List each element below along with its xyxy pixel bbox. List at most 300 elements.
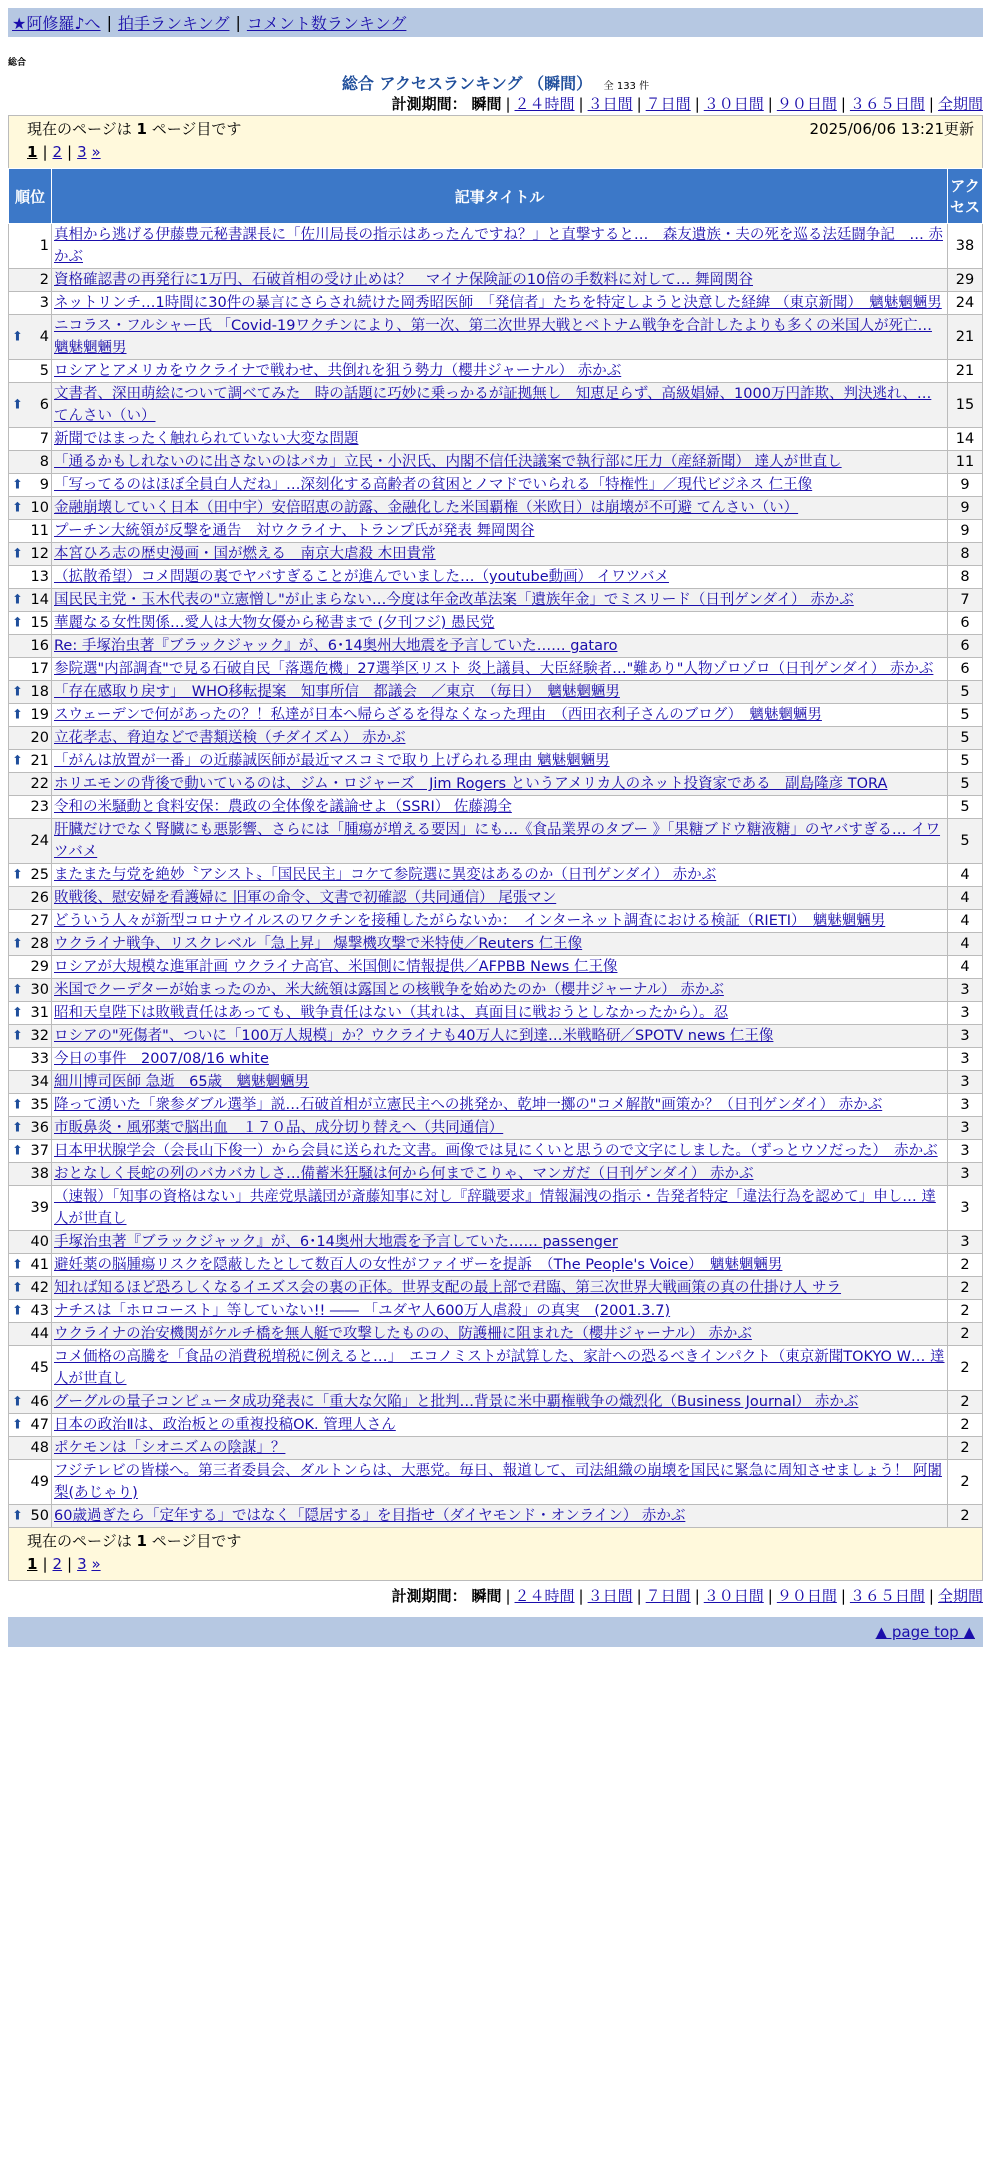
total-count: 全 133 件: [603, 81, 650, 92]
article-link[interactable]: スウェーデンで何があったの？！私達が日本へ帰らざるを得なくなった理由 （西田衣利子さんのブログ） 魑魅魍魎男: [54, 707, 822, 723]
rank-number: 22: [30, 776, 49, 792]
article-link[interactable]: 日本甲状腺学会（会長山下俊一）から会員に送られた文書。画像では見にくいと思うので文字にしました。（ずっとウソだった） 赤かぶ: [54, 1143, 938, 1159]
period-option[interactable]: ２４時間: [514, 1587, 575, 1605]
table-row: [9, 566, 983, 589]
period-label: 計測期間：: [391, 1587, 467, 1605]
title-cell: [52, 1346, 948, 1391]
period-separator: |: [636, 1587, 642, 1605]
rank-up-arrow-icon: ⬆: [12, 684, 23, 700]
title-cell: [52, 520, 948, 543]
rank-up-arrow-icon: ⬆: [12, 1394, 23, 1410]
table-row: [9, 1505, 983, 1528]
article-link[interactable]: 細川博司医師 急逝 65歳 魑魅魍魎男: [54, 1074, 310, 1090]
rank-cell: [9, 474, 52, 497]
rank-cell: [9, 589, 52, 612]
article-link[interactable]: 60歳過ぎたら「定年する」ではなく「隠居する」を目指せ（ダイヤモンド・オンライン） 赤かぶ: [54, 1508, 686, 1524]
rank-number: 29: [30, 959, 49, 975]
rank-cell: [9, 315, 52, 360]
article-link[interactable]: 「がんは放置が一番」の近藤誠医師が最近マスコミで取り上げられる理由 魑魅魍魎男: [54, 753, 610, 769]
rank-cell: [9, 1186, 52, 1231]
rank-up-arrow-icon: ⬆: [12, 936, 23, 952]
rank-number: 2: [39, 272, 49, 288]
title-cell: [52, 269, 948, 292]
rank-number: 34: [30, 1074, 49, 1090]
rank-cell: [9, 1505, 52, 1528]
rank-up-arrow-icon: ⬆: [12, 546, 23, 562]
rank-number: 14: [30, 592, 49, 608]
rank-up-arrow-icon: ⬆: [12, 1257, 23, 1273]
article-link[interactable]: 文書者、深田萌絵について調べてみた 時の話題に巧妙に乗っかるが証拠無し 知恵足らず、高級娼婦、1000万円詐欺、判決逃れ、… てんさい（い）: [54, 386, 932, 424]
access-count: 38: [948, 224, 983, 269]
title-cell: [52, 474, 948, 497]
current-page-text: 現在のページは 1 ページ目です: [27, 120, 242, 138]
rank-cell: [9, 773, 52, 796]
rank-cell: [9, 956, 52, 979]
rank-number: 21: [30, 753, 49, 769]
rank-number: 25: [30, 867, 49, 883]
rank-number: 39: [30, 1200, 49, 1216]
rank-number: 10: [30, 500, 49, 516]
access-count: 3: [948, 1231, 983, 1254]
article-link[interactable]: 日本の政治Ⅱは、政治板との重複投稿OK. 管理人さん: [54, 1417, 396, 1433]
page-separator: |: [67, 1555, 73, 1573]
table-row: [9, 681, 983, 704]
table-row: [9, 1414, 983, 1437]
period-option[interactable]: ３日間: [587, 95, 633, 113]
access-count: 3: [948, 1094, 983, 1117]
rank-cell: [9, 566, 52, 589]
access-count: 6: [948, 612, 983, 635]
rank-cell: [9, 543, 52, 566]
access-count: 3: [948, 1025, 983, 1048]
access-count: 4: [948, 887, 983, 910]
rank-number: 26: [30, 890, 49, 906]
article-link[interactable]: 立花孝志、脅迫などで書類送検（チダイズム） 赤かぶ: [54, 730, 406, 746]
article-link[interactable]: ニコラス・フルシャー氏 「Covid-19ワクチンにより、第一次、第二次世界大戦とベトナム戦争を合計したよりも多くの米国人が死亡… 魑魅魍魎男: [54, 318, 932, 356]
table-row: [9, 543, 983, 566]
access-count: 5: [948, 750, 983, 773]
title-cell: [52, 292, 948, 315]
title-cell: [52, 750, 948, 773]
article-link[interactable]: 金融崩壊していく日本（田中宇）安倍昭恵の訪露、金融化した米国覇権（米欧日）は崩壊が不可避 てんさい（い）: [54, 500, 799, 516]
article-link[interactable]: 本宮ひろ志の歴史漫画・国が燃える 南京大虐殺 木田貴常: [54, 546, 436, 562]
rank-number: 16: [30, 638, 49, 654]
rank-cell: [9, 727, 52, 750]
article-link[interactable]: またまた与党を絶妙〝アシスト〟「国民民主」コケて参院選に異変はあるのか（日刊ゲンダイ） 赤かぶ: [54, 867, 717, 883]
rank-number: 41: [30, 1257, 49, 1273]
next-page-link[interactable]: »: [91, 1555, 101, 1573]
rank-cell: [9, 1025, 52, 1048]
article-link[interactable]: 昭和天皇陛下は敗戦責任はあっても、戦争責任はない（其れは、真面目に戦おうとしなかったから）。忍: [54, 1005, 729, 1021]
rank-number: 24: [30, 833, 49, 849]
article-link[interactable]: （速報）「知事の資格はない」共産党県議団が斎藤知事に対し『辞職要求』情報漏洩の指示・告発者特定「違法行為を認めて」申し… 達人が世直し: [54, 1189, 936, 1227]
article-link[interactable]: 資格確認書の再発行に1万円、石破首相の受け止めは？ マイナ保険証の10倍の手数料に対して… 舞岡関谷: [54, 272, 753, 288]
article-link[interactable]: 「通るかもしれないのに出さないのはバカ」立民・小沢氏、内閣不信任決議案で執行部に圧力（産経新聞） 達人が世直し: [54, 454, 842, 470]
rank-cell: [9, 1346, 52, 1391]
access-count: 6: [948, 635, 983, 658]
access-count: 15: [948, 383, 983, 428]
table-row: [9, 750, 983, 773]
article-link[interactable]: 今日の事件 2007/08/16 white: [54, 1051, 269, 1067]
rank-cell: [9, 796, 52, 819]
access-count: 2: [948, 1460, 983, 1505]
table-row: [9, 1323, 983, 1346]
comment-ranking-link[interactable]: コメント数ランキング: [246, 14, 407, 33]
rank-number: 7: [39, 431, 49, 447]
access-count: 4: [948, 933, 983, 956]
period-option[interactable]: ２４時間: [514, 95, 575, 113]
title-cell: [52, 1071, 948, 1094]
article-link[interactable]: 手塚治虫著『ブラックジャック』が、6･14奥州大地震を予言していた…… passenger: [54, 1234, 618, 1250]
title-cell: [52, 451, 948, 474]
rank-cell: [9, 819, 52, 864]
period-option[interactable]: ３６５日間: [849, 95, 925, 113]
table-row: [9, 727, 983, 750]
access-count: 2: [948, 1414, 983, 1437]
rank-number: 35: [30, 1097, 49, 1113]
table-row: [9, 589, 983, 612]
article-link[interactable]: 令和の米騒動と食料安保：農政の全体像を議論せよ（SSRI） 佐藤鴻全: [54, 799, 512, 815]
table-row: [9, 704, 983, 727]
rank-cell: [9, 1277, 52, 1300]
rank-cell: [9, 1071, 52, 1094]
rank-up-arrow-icon: ⬆: [12, 592, 23, 608]
title-cell: [52, 315, 948, 360]
article-link[interactable]: 国民民主党・玉木代表の"立憲憎し"が止まらない…今度は年金改革法案「遺族年金」でミスリード（日刊ゲンダイ） 赤かぶ: [54, 592, 854, 608]
access-count: 29: [948, 269, 983, 292]
title-cell: [52, 658, 948, 681]
article-link[interactable]: 参院選"内部調査"で見る石破自民「落選危機」27選挙区リスト 炎上議員、大臣経験者…"難あり"人物ゾロゾロ（日刊ゲンダイ） 赤かぶ: [54, 661, 934, 677]
page-link[interactable]: 3: [77, 1555, 87, 1573]
access-count: 4: [948, 864, 983, 887]
rank-number: 13: [30, 569, 49, 585]
pager-top: [8, 115, 983, 168]
period-separator: |: [578, 95, 584, 113]
table-row: [9, 497, 983, 520]
article-link[interactable]: 市販鼻炎・風邪薬で脳出血 １７０品、成分切り替えへ（共同通信）: [54, 1120, 504, 1136]
article-link[interactable]: 知れば知るほど恐ろしくなるイエズス会の裏の正体。世界支配の最上部で君臨、第三次世界大戦画策の真の仕掛け人 サラ: [54, 1280, 842, 1296]
rank-up-arrow-icon: ⬆: [12, 1005, 23, 1021]
title-cell: [52, 1002, 948, 1025]
rank-cell: [9, 360, 52, 383]
page-link[interactable]: 3: [77, 143, 87, 161]
rank-up-arrow-icon: ⬆: [12, 1417, 23, 1433]
rank-cell: [9, 681, 52, 704]
article-link[interactable]: ウクライナの治安機関がケルチ橋を無人艇で攻撃したものの、防護柵に阻まれた（櫻井ジャーナル） 赤かぶ: [54, 1326, 752, 1342]
article-link[interactable]: フジテレビの皆様へ。第三者委員会、ダルトンらは、大悪党。毎日、報道して、司法組織の崩壊を国民に緊急に周知させましょう！ 阿闍梨(あじゃり): [54, 1463, 942, 1501]
period-option[interactable]: ３６５日間: [849, 1587, 925, 1605]
title-cell: [52, 979, 948, 1002]
access-count: 3: [948, 1140, 983, 1163]
access-count: 4: [948, 956, 983, 979]
rank-cell: [9, 269, 52, 292]
table-row: [9, 269, 983, 292]
page-separator: |: [67, 143, 73, 161]
title-cell: [52, 224, 948, 269]
article-link[interactable]: （拡散希望）コメ問題の裏でヤバすぎることが進んでいました…（youtube動画） イワツバメ: [54, 569, 669, 585]
rank-up-arrow-icon: ⬆: [12, 477, 23, 493]
period-separator: |: [840, 95, 846, 113]
article-link[interactable]: 新聞ではまったく触れられていない大変な問題: [54, 431, 359, 447]
next-page-link[interactable]: »: [91, 143, 101, 161]
access-count: 5: [948, 704, 983, 727]
rank-number: 23: [30, 799, 49, 815]
title-cell: [52, 1094, 948, 1117]
article-link[interactable]: 華麗なる女性関係…愛人は大物女優から秘書まで (夕刊フジ) 愚民党: [54, 615, 495, 631]
rank-number: 42: [30, 1280, 49, 1296]
rank-cell: [9, 910, 52, 933]
title-cell: [52, 887, 948, 910]
article-link[interactable]: ホリエモンの背後で動いているのは、ジム・ロジャーズ Jim Rogers というアメリカ人のネット投資家である 副島隆彦 TORA: [54, 776, 888, 792]
article-link[interactable]: おとなしく長蛇の列のバカバカしさ…備蓄米狂騒は何から何までこりゃ、マンガだ（日刊ゲンダイ） 赤かぶ: [54, 1166, 754, 1182]
rank-up-arrow-icon: ⬆: [12, 753, 23, 769]
article-link[interactable]: どういう人々が新型コロナウイルスのワクチンを接種したがらないか： インターネット調査における検証（RIETI） 魑魅魍魎男: [54, 913, 886, 929]
page-separator: |: [42, 1555, 48, 1573]
access-count: 2: [948, 1254, 983, 1277]
table-row: [9, 1094, 983, 1117]
rank-cell: [9, 1117, 52, 1140]
table-row: [9, 635, 983, 658]
rank-cell: [9, 224, 52, 269]
title-cell: [52, 1414, 948, 1437]
article-link[interactable]: ナチスは「ホロコースト」等していない!! ―― 「ユダヤ人600万人虐殺」の真実 (2001.3.7): [54, 1303, 671, 1319]
rank-cell: [9, 1460, 52, 1505]
rank-cell: [9, 1002, 52, 1025]
article-link[interactable]: ロシアの"死傷者"、ついに「100万人規模」か？ウクライナも40万人に到達…米戦略研／SPOTV news 仁王像: [54, 1028, 774, 1044]
period-selector: [8, 93, 983, 115]
table-row: [9, 933, 983, 956]
period-separator: |: [505, 1587, 511, 1605]
period-option[interactable]: ３日間: [587, 1587, 633, 1605]
title-cell: [52, 566, 948, 589]
title-cell: [52, 1460, 948, 1505]
table-row: [9, 819, 983, 864]
page-link[interactable]: 2: [52, 1555, 63, 1573]
rank-cell: [9, 612, 52, 635]
access-count: 8: [948, 566, 983, 589]
rank-cell: [9, 1300, 52, 1323]
table-row: [9, 1025, 983, 1048]
article-link[interactable]: 真相から逃げる伊藤豊元秘書課長に「佐川局長の指示はあったんですね？」と直撃すると… 森友遺族・夫の死を巡る法廷闘争記 … 赤かぶ: [54, 227, 943, 265]
title-cell: [52, 704, 948, 727]
title-cell: [52, 428, 948, 451]
rank-up-arrow-icon: ⬆: [12, 867, 23, 883]
table-row: [9, 1186, 983, 1231]
table-row: [9, 1163, 983, 1186]
rank-up-arrow-icon: ⬆: [12, 707, 23, 723]
rank-up-arrow-icon: ⬆: [12, 1508, 23, 1524]
table-row: [9, 224, 983, 269]
rank-number: 50: [30, 1508, 49, 1524]
access-count: 9: [948, 497, 983, 520]
period-separator: |: [928, 1587, 934, 1605]
table-row: [9, 910, 983, 933]
access-count: 3: [948, 1071, 983, 1094]
title-cell: [52, 1186, 948, 1231]
title-cell: [52, 635, 948, 658]
table-row: [9, 887, 983, 910]
title-cell: [52, 1254, 948, 1277]
article-link[interactable]: プーチン大統領が反撃を通告 対ウクライナ、トランプ氏が発表 舞岡関谷: [54, 523, 535, 539]
article-link[interactable]: ウクライナ戦争、リスクレベル「急上昇」 爆撃機攻撃で米特使／Reuters 仁王像: [54, 936, 583, 952]
title-cell: [52, 1140, 948, 1163]
page-link[interactable]: 2: [52, 143, 63, 161]
access-count: 2: [948, 1346, 983, 1391]
rank-number: 6: [39, 397, 49, 413]
rank-cell: [9, 658, 52, 681]
table-row: [9, 612, 983, 635]
rank-cell: [9, 383, 52, 428]
rank-up-arrow-icon: ⬆: [12, 1028, 23, 1044]
article-link[interactable]: ロシアが大規模な進軍計画 ウクライナ高官、米国側に情報提供／AFPBB News 仁王像: [54, 959, 618, 975]
article-link[interactable]: グーグルの量子コンピュータ成功発表に「重大な欠陥」と批判…背景に米中覇権戦争の熾烈化（Business Journal） 赤かぶ: [54, 1394, 859, 1410]
article-link[interactable]: 「存在感取り戻す」 WHO移転提案 知事所信 都議会 ／東京 （毎日） 魑魅魍魎男: [54, 684, 620, 700]
table-row: [9, 1460, 983, 1505]
title-cell: [52, 910, 948, 933]
title-cell: [52, 1277, 948, 1300]
rank-number: 45: [30, 1360, 49, 1376]
rank-cell: [9, 1254, 52, 1277]
article-link[interactable]: コメ価格の高騰を「食品の消費税増税に例えると…」 エコノミストが試算した、家計への恐るべきインパクト（東京新聞TOKYO W… 達人が世直し: [54, 1349, 945, 1387]
access-count: 3: [948, 1002, 983, 1025]
title-cell: [52, 681, 948, 704]
rank-up-arrow-icon: ⬆: [12, 500, 23, 516]
rank-cell: [9, 864, 52, 887]
access-count: 2: [948, 1300, 983, 1323]
access-count: 7: [948, 589, 983, 612]
period-option[interactable]: 全期間: [937, 1587, 983, 1605]
table-row: [9, 520, 983, 543]
home-link[interactable]: ★阿修羅♪へ: [12, 14, 101, 33]
article-link[interactable]: 避妊薬の脳腫瘍リスクを隠蔽したとして数百人の女性がファイザーを提訴 （The People's Voice） 魑魅魍魎男: [54, 1257, 783, 1273]
clap-ranking-link[interactable]: 拍手ランキング: [117, 14, 230, 33]
rank-number: 49: [30, 1474, 49, 1490]
rank-cell: [9, 292, 52, 315]
page-title: 総合 アクセスランキング （瞬間）: [341, 74, 593, 93]
page-link: 1: [27, 1555, 38, 1573]
access-count: 2: [948, 1323, 983, 1346]
rank-up-arrow-icon: ⬆: [12, 982, 23, 998]
access-count: 3: [948, 1186, 983, 1231]
rank-cell: [9, 979, 52, 1002]
rank-number: 15: [30, 615, 49, 631]
updated-timestamp: 2025/06/06 13:21更新: [809, 120, 974, 138]
article-link[interactable]: 米国でクーデターが始まったのか、米大統領は露国との核戦争を始めたのか（櫻井ジャーナル） 赤かぶ: [54, 982, 724, 998]
rank-up-arrow-icon: ⬆: [12, 615, 23, 631]
period-separator: |: [694, 95, 700, 113]
rank-up-arrow-icon: ⬆: [12, 1280, 23, 1296]
pager-bottom: [8, 1528, 983, 1581]
title-cell: [52, 1505, 948, 1528]
title-cell: [52, 1300, 948, 1323]
article-link[interactable]: ネットリンチ…1時間に30件の暴言にさらされ続けた岡秀昭医師 「発信者」たちを特定しようと決意した経緯 （東京新聞） 魑魅魍魎男: [54, 295, 942, 311]
period-separator: |: [636, 95, 642, 113]
title-cell: [52, 819, 948, 864]
article-link[interactable]: ポケモンは「シオニズムの陰謀」？: [54, 1440, 286, 1456]
page-top-link[interactable]: ▲ page top ▲: [875, 1623, 975, 1641]
access-count: 2: [948, 1391, 983, 1414]
article-link[interactable]: 敗戦後、慰安婦を看護婦に 旧軍の命令、文書で初確認（共同通信） 尾張マン: [54, 890, 557, 906]
table-row: [9, 1300, 983, 1323]
title-cell: [52, 1231, 948, 1254]
title-cell: [52, 727, 948, 750]
period-separator: |: [505, 95, 511, 113]
table-row: [9, 864, 983, 887]
rank-number: 27: [30, 913, 49, 929]
rank-cell: [9, 1094, 52, 1117]
rank-number: 46: [30, 1394, 49, 1410]
period-separator: |: [694, 1587, 700, 1605]
title-cell: [52, 1323, 948, 1346]
rank-up-arrow-icon: ⬆: [12, 1097, 23, 1113]
nav-separator: |: [235, 13, 241, 32]
rank-up-arrow-icon: ⬆: [12, 1120, 23, 1136]
title-cell: [52, 773, 948, 796]
article-link[interactable]: 降って湧いた「衆参ダブル選挙」説…石破首相が立憲民主への挑発か、乾坤一擲の"コメ解散"画策か？（日刊ゲンダイ） 赤かぶ: [54, 1097, 883, 1113]
rank-number: 8: [39, 454, 49, 470]
rank-cell: [9, 635, 52, 658]
footer-bar: [8, 1617, 983, 1647]
table-row: [9, 1117, 983, 1140]
current-page-text: 現在のページは 1 ページ目です: [27, 1532, 242, 1550]
title-cell: [52, 1117, 948, 1140]
rank-number: 1: [39, 238, 49, 254]
table-row: [9, 474, 983, 497]
period-selector-bottom: [8, 1585, 983, 1607]
period-option[interactable]: ７日間: [645, 95, 691, 113]
access-count: 2: [948, 1505, 983, 1528]
access-count: 3: [948, 1117, 983, 1140]
table-row: [9, 451, 983, 474]
access-count: 6: [948, 658, 983, 681]
period-separator: |: [578, 1587, 584, 1605]
access-count: 21: [948, 360, 983, 383]
title-cell: [52, 796, 948, 819]
rank-number: 4: [39, 329, 49, 345]
page-title-row: [0, 71, 991, 93]
ranking-table: [8, 168, 983, 1528]
rank-cell: [9, 887, 52, 910]
period-option[interactable]: ３０日間: [703, 1587, 764, 1605]
article-link[interactable]: Re: 手塚治虫著『ブラックジャック』が、6･14奥州大地震を予言していた…… gataro: [54, 638, 618, 654]
table-row: [9, 315, 983, 360]
rank-cell: [9, 520, 52, 543]
access-count: 3: [948, 979, 983, 1002]
table-row: [9, 1254, 983, 1277]
period-option[interactable]: ９０日間: [776, 1587, 837, 1605]
access-count: 5: [948, 681, 983, 704]
article-link[interactable]: 肝臓だけでなく腎臓にも悪影響、さらには「腫瘍が増える要因」にも…《食品業界のタブー 》「果糖ブドウ糖液糖」のヤバすぎる… イワツバメ: [54, 822, 941, 860]
period-option[interactable]: ７日間: [645, 1587, 691, 1605]
table-row: [9, 1346, 983, 1391]
period-option[interactable]: 全期間: [937, 95, 983, 113]
article-link[interactable]: ロシアとアメリカをウクライナで戦わせ、共倒れを狙う勢力（櫻井ジャーナル） 赤かぶ: [54, 363, 622, 379]
rank-up-arrow-icon: ⬆: [12, 397, 23, 413]
table-row: [9, 979, 983, 1002]
article-link[interactable]: 「写ってるのはほぼ全員白人だね」…深刻化する高齢者の貧困とノマドでいられる「特権性」／現代ビジネス 仁王像: [54, 477, 813, 493]
rank-cell: [9, 1414, 52, 1437]
period-option[interactable]: ９０日間: [776, 95, 837, 113]
access-count: 5: [948, 773, 983, 796]
rank-number: 20: [30, 730, 49, 746]
table-row: [9, 1277, 983, 1300]
title-header: 記事タイトル: [52, 169, 948, 224]
period-separator: |: [928, 95, 934, 113]
table-row: [9, 658, 983, 681]
access-count: 9: [948, 474, 983, 497]
period-option[interactable]: ３０日間: [703, 95, 764, 113]
rank-number: 31: [30, 1005, 49, 1021]
